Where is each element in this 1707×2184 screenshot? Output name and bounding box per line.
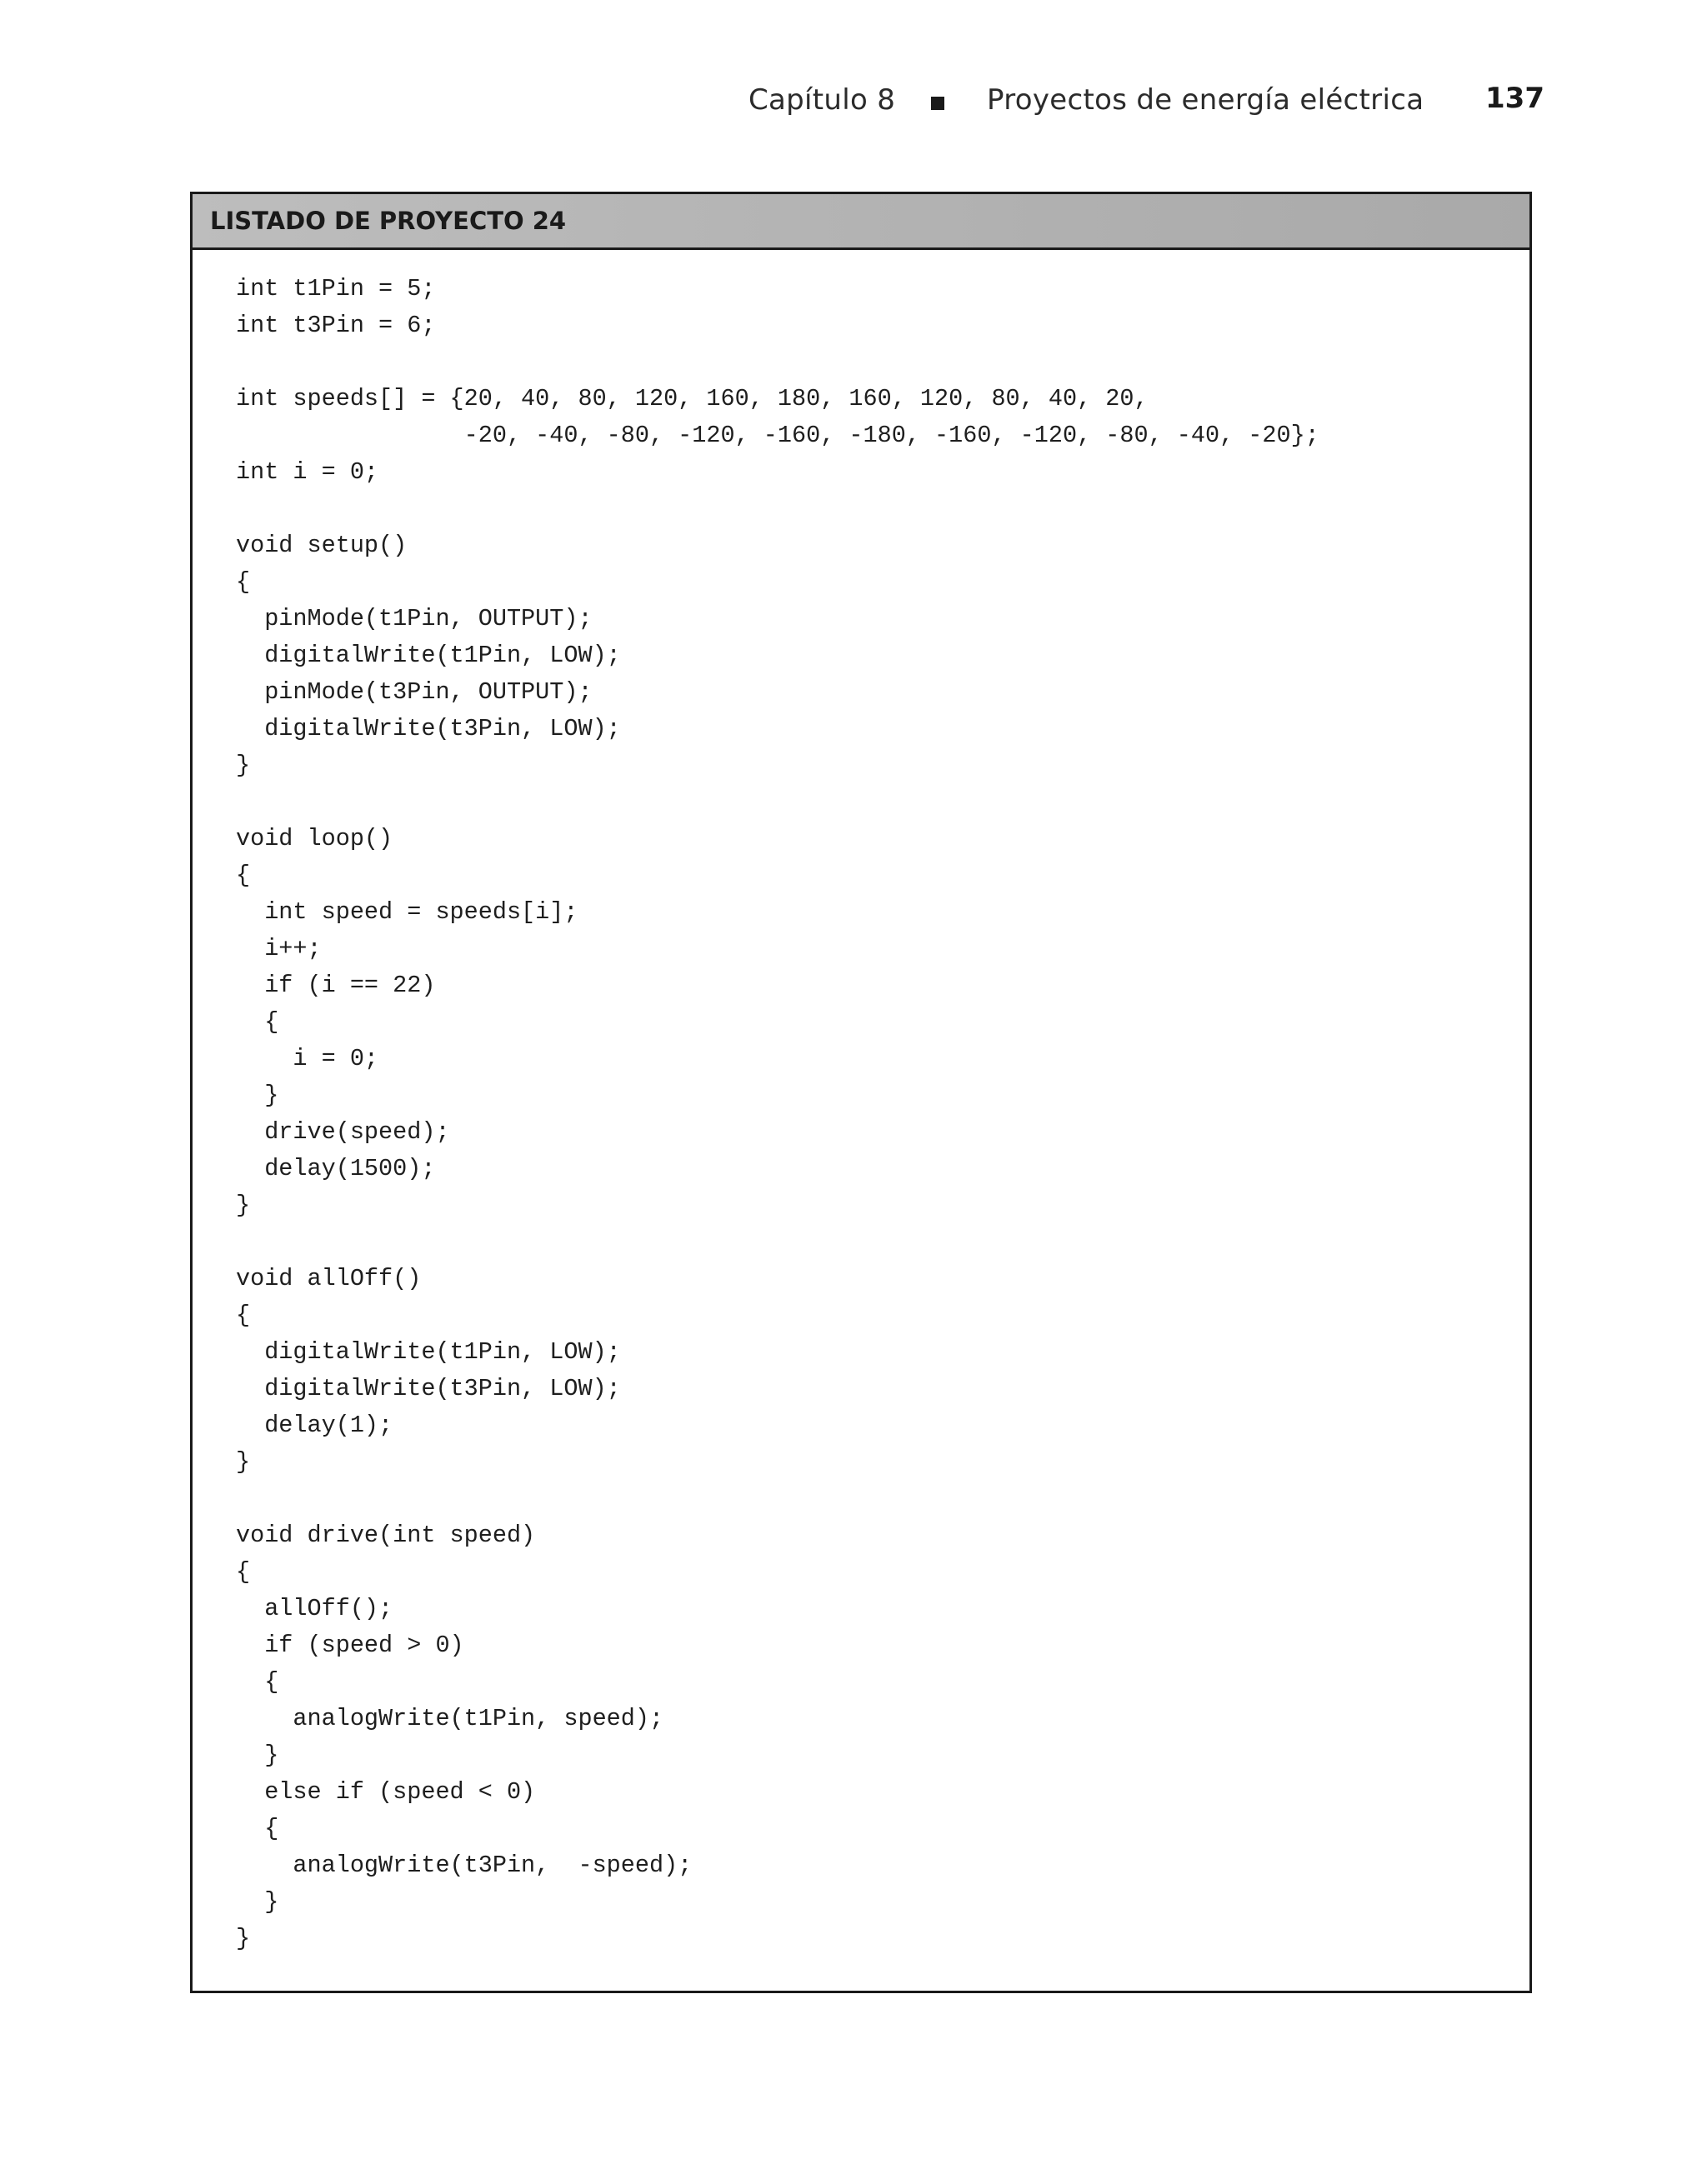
code-line: void drive(int speed) bbox=[236, 1522, 536, 1549]
code-line: void allOff() bbox=[236, 1265, 422, 1292]
code-line: delay(1); bbox=[236, 1412, 393, 1439]
code-line: else if (speed < 0) bbox=[236, 1778, 536, 1806]
code-line: } bbox=[236, 1925, 251, 1952]
code-line bbox=[236, 784, 1319, 821]
listing-header-bar bbox=[193, 194, 1529, 250]
code-line: if (speed > 0) bbox=[236, 1632, 464, 1659]
running-header bbox=[0, 83, 1707, 125]
code-line: pinMode(t1Pin, OUTPUT); bbox=[236, 605, 593, 632]
code-line: -20, -40, -80, -120, -160, -180, -160, -120, -80, -40, -20}; bbox=[236, 422, 1319, 449]
code-line: i++; bbox=[236, 935, 322, 962]
code-line: analogWrite(t3Pin, -speed); bbox=[236, 1852, 693, 1879]
code-line bbox=[236, 344, 1319, 381]
code-line: analogWrite(t1Pin, speed); bbox=[236, 1705, 664, 1732]
code-line: { bbox=[236, 862, 251, 889]
code-line: allOff(); bbox=[236, 1595, 393, 1622]
code-line: digitalWrite(t3Pin, LOW); bbox=[236, 1375, 621, 1402]
code-block bbox=[236, 271, 1319, 1957]
page-number: 137 bbox=[1485, 82, 1544, 115]
code-line: } bbox=[236, 1742, 279, 1769]
code-line: digitalWrite(t1Pin, LOW); bbox=[236, 642, 621, 669]
code-line: { bbox=[236, 1008, 279, 1036]
code-line: pinMode(t3Pin, OUTPUT); bbox=[236, 678, 593, 706]
code-line: void setup() bbox=[236, 532, 408, 559]
code-line: { bbox=[236, 1668, 279, 1696]
code-line: digitalWrite(t1Pin, LOW); bbox=[236, 1338, 621, 1366]
code-listing-box bbox=[190, 192, 1532, 1993]
code-line: i = 0; bbox=[236, 1045, 379, 1072]
code-line: { bbox=[236, 1302, 251, 1329]
code-line: int speed = speeds[i]; bbox=[236, 898, 578, 926]
code-line: void loop() bbox=[236, 825, 393, 852]
code-line bbox=[236, 1481, 1319, 1517]
code-line: drive(speed); bbox=[236, 1118, 450, 1146]
code-line: int t1Pin = 5; bbox=[236, 275, 436, 302]
listing-title: LISTADO DE PROYECTO 24 bbox=[210, 207, 567, 235]
code-line: int speeds[] = {20, 40, 80, 120, 160, 180, 160, 120, 80, 40, 20, bbox=[236, 385, 1149, 412]
code-line: int t3Pin = 6; bbox=[236, 312, 436, 339]
code-line: { bbox=[236, 1815, 279, 1842]
code-line: digitalWrite(t3Pin, LOW); bbox=[236, 715, 621, 742]
code-line: } bbox=[236, 1888, 279, 1916]
code-line bbox=[236, 491, 1319, 527]
code-line: } bbox=[236, 1448, 251, 1476]
code-line: if (i == 22) bbox=[236, 972, 436, 999]
black-square-icon bbox=[931, 97, 944, 110]
code-line: { bbox=[236, 568, 251, 596]
code-line: } bbox=[236, 1192, 251, 1219]
code-line: } bbox=[236, 752, 251, 779]
code-line: delay(1500); bbox=[236, 1155, 436, 1182]
code-line: } bbox=[236, 1082, 279, 1109]
code-line: int i = 0; bbox=[236, 458, 379, 486]
section-title: Proyectos de energía eléctrica bbox=[987, 83, 1424, 117]
chapter-label: Capítulo 8 bbox=[748, 83, 896, 117]
code-line bbox=[236, 1224, 1319, 1261]
code-line: { bbox=[236, 1558, 251, 1586]
